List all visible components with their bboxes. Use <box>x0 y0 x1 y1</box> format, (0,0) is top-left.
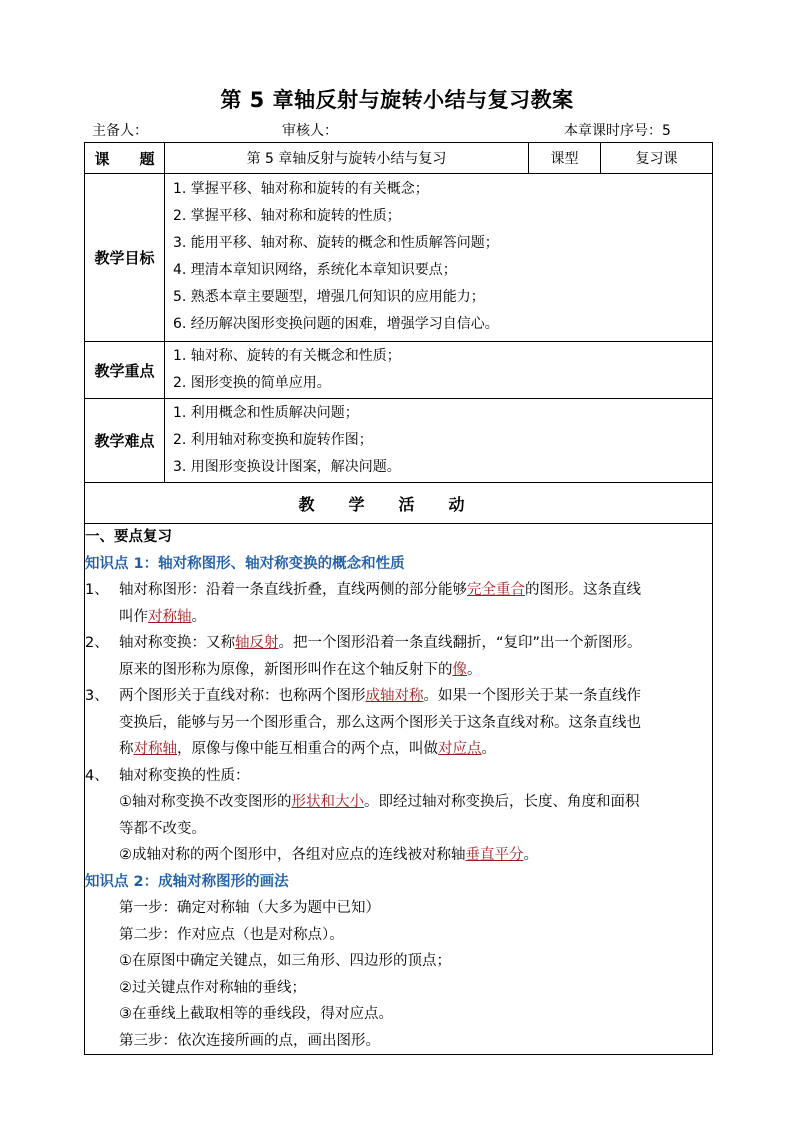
item-1-line-1 <box>85 577 712 604</box>
underlined-term: 对应点 <box>438 741 482 757</box>
text: 。 <box>191 608 206 625</box>
text: 。即经过轴对称变换后，长度、角度和面积 <box>364 794 640 810</box>
activity-title: 教学活动 <box>85 483 713 524</box>
underlined-term: 像 <box>452 661 467 678</box>
text: 轴对称变换：又称 <box>119 635 235 651</box>
text: 。把一个图形沿着一条直线翻折，“复印”出一个新图形。 <box>278 635 642 651</box>
step-line: ①在原图中确定关键点，如三角形、四边形的顶点； <box>119 953 451 969</box>
key-points-row <box>85 342 713 399</box>
text: ②成轴对称的两个图形中，各组对应点的连线被对称轴 <box>119 847 466 863</box>
objectives-list <box>165 174 713 342</box>
lesson-plan-table <box>84 142 713 1055</box>
item-4-line-1 <box>85 763 712 790</box>
objective-item: 5. 熟悉本章主要题型，增强几何知识的应用能力； <box>173 289 485 305</box>
objective-item: 1. 掌握平移、轴对称和旋转的有关概念； <box>173 181 429 197</box>
topic-row <box>85 143 713 174</box>
item-number: 4、 <box>85 767 109 784</box>
section-heading: 一、要点复习 <box>85 529 172 545</box>
item-number: 3、 <box>85 688 109 704</box>
key-point-item: 2. 图形变换的简单应用。 <box>173 375 331 391</box>
underlined-term: 对称轴 <box>133 741 177 757</box>
difficulties-row <box>85 399 713 483</box>
item-3-line-1 <box>85 683 712 710</box>
text: 。 <box>523 847 538 863</box>
difficulties-label: 教学难点 <box>85 399 165 483</box>
difficulty-item: 2. 利用轴对称变换和旋转作图； <box>173 432 373 448</box>
text: 。 <box>467 661 482 678</box>
document-title: 第 5 章轴反射与旋转小结与复习教案 <box>220 88 574 112</box>
key-points-label: 教学重点 <box>85 342 165 399</box>
objectives-label: 教学目标 <box>85 174 165 342</box>
activity-body <box>85 524 713 1055</box>
underlined-term: 完全重合 <box>467 582 525 598</box>
activity-body-row <box>85 524 713 1055</box>
item-number: 1、 <box>85 582 109 598</box>
text: 轴对称变换的性质： <box>119 767 250 784</box>
reviewer-label: 审核人： <box>282 123 338 139</box>
objective-item: 4. 理清本章知识网络，系统化本章知识要点； <box>173 262 457 278</box>
text: 两个图形关于直线对称：也称两个图形 <box>119 688 366 704</box>
topic-label: 课 题 <box>85 143 165 174</box>
step-line: ③在垂线上截取相等的垂线段，得对应点。 <box>119 1006 393 1022</box>
step-line: ②过关键点作对称轴的垂线； <box>119 979 306 996</box>
property-1-line-2: 等都不改变。 <box>119 820 206 837</box>
text: ①轴对称变换不改变图形的 <box>119 794 292 810</box>
text: 原来的图形称为原像，新图形叫作在这个轴反射下的 <box>119 661 453 678</box>
key-point-item: 1. 轴对称、旋转的有关概念和性质； <box>173 348 401 364</box>
item-2-line-2 <box>85 657 712 684</box>
knowledge-point-heading: 知识点 2：成轴对称图形的画法 <box>85 873 289 890</box>
lesson-type-label: 课型 <box>529 143 601 174</box>
underlined-term: 垂直平分 <box>465 847 524 863</box>
knowledge-point-heading: 知识点 1：轴对称图形、轴对称变换的概念和性质 <box>85 555 405 572</box>
property-1-line-1 <box>85 789 712 816</box>
item-3-line-2: 变换后，能够与另一个图形重合，那么这两个图形关于这条直线对称。这条直线也 <box>119 714 641 731</box>
text: 叫作 <box>119 608 148 625</box>
text: 。 <box>481 741 496 757</box>
underlined-term: 轴反射 <box>235 635 279 651</box>
objective-item: 3. 能用平移、轴对称、旋转的概念和性质解答问题； <box>173 235 499 251</box>
property-2-line <box>85 842 712 869</box>
topic-value: 第 5 章轴反射与旋转小结与复习 <box>165 143 529 174</box>
difficulty-item: 1. 利用概念和性质解决问题； <box>173 405 359 421</box>
item-3-line-3 <box>85 736 712 763</box>
preparer-label: 主备人： <box>92 123 148 139</box>
underlined-term: 成轴对称 <box>365 688 424 704</box>
underlined-term: 形状和大小 <box>291 794 364 810</box>
text: 的图形。这条直线 <box>525 582 641 598</box>
step-line: 第一步：确定对称轴（大多为题中已知） <box>119 900 380 916</box>
activity-title-row <box>85 483 713 524</box>
step-line: 第二步：作对应点（也是对称点）。 <box>119 926 344 943</box>
text: 轴对称图形：沿着一条直线折叠，直线两侧的部分能够 <box>119 582 467 598</box>
item-2-line-1 <box>85 630 712 657</box>
difficulties-list <box>165 399 713 483</box>
text: ，原像与像中能互相重合的两个点，叫做 <box>177 741 438 757</box>
step-line: 第三步：依次连接所画的点，画出图形。 <box>119 1032 380 1049</box>
text: 称 <box>119 741 134 757</box>
difficulty-item: 3. 用图形变换设计图案，解决问题。 <box>173 459 401 475</box>
text: 。如果一个图形关于某一条直线作 <box>423 688 641 704</box>
key-points-list <box>165 342 713 399</box>
objective-item: 2. 掌握平移、轴对称和旋转的性质； <box>173 208 401 224</box>
item-1-line-2 <box>85 604 712 631</box>
underlined-term: 对称轴 <box>148 608 192 625</box>
lesson-type-value: 复习课 <box>601 143 713 174</box>
objectives-row <box>85 174 713 342</box>
lesson-number-label: 本章课时序号：5 <box>564 123 671 139</box>
objective-item: 6. 经历解决图形变换问题的困难，增强学习自信心。 <box>173 316 499 332</box>
item-number: 2、 <box>85 635 109 651</box>
